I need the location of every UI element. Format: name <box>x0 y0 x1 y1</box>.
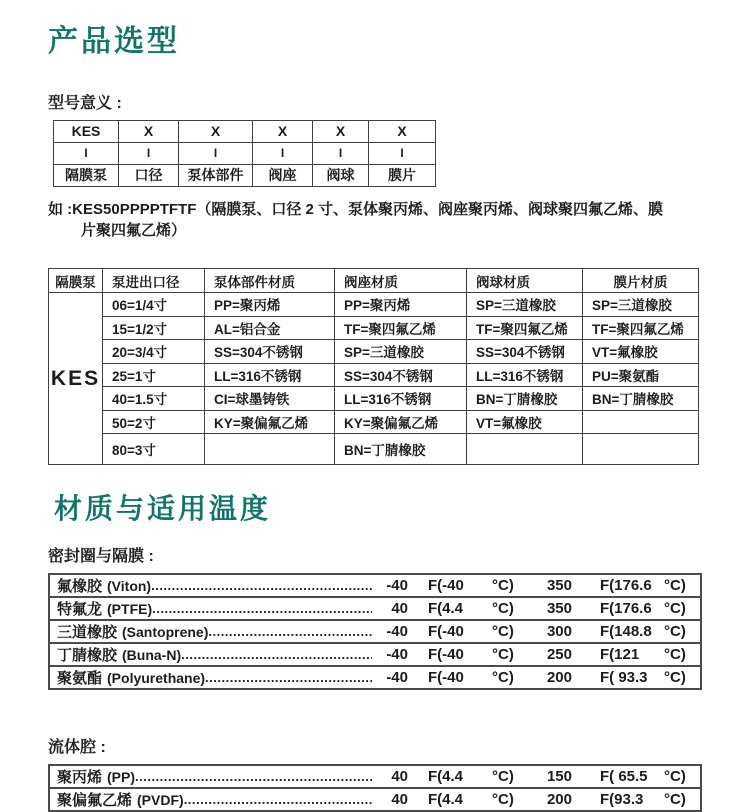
min-temp-unit: °C) <box>492 623 514 640</box>
seat-material-cell: TF=聚四氟乙烯 <box>335 316 467 340</box>
seat-material-cell: KY=聚偏氟乙烯 <box>335 410 467 434</box>
max-temp-f: 250 <box>546 646 572 663</box>
material-name-en: (PTFE) <box>107 600 153 617</box>
min-temp-unit: °C) <box>492 577 514 594</box>
min-temp-f: -40 <box>386 577 408 594</box>
min-temp-c: F(-40 <box>428 577 464 594</box>
size-cell: 20=3/4寸 <box>103 340 205 364</box>
table-row <box>49 387 699 411</box>
body-material-cell: AL=铝合金 <box>205 316 335 340</box>
min-temp-f: -40 <box>386 623 408 640</box>
size-cell: 25=1寸 <box>103 363 205 387</box>
model-example-line1: 如 :KES50PPPPTFTF（隔膜泵、口径 2 寸、泵体聚丙烯、阀座聚丙烯、阀球聚四氟乙烯、膜 <box>48 201 664 218</box>
model-bar-cell: I <box>54 143 119 165</box>
selection-header: 膜片材质 <box>583 269 699 293</box>
model-bar-cell: I <box>179 143 253 165</box>
diaphragm-material-cell: VT=氟橡胶 <box>583 340 699 364</box>
model-code-cell: X <box>253 121 313 143</box>
seat-material-cell: BN=丁腈橡胶 <box>335 434 467 465</box>
size-cell: 15=1/2寸 <box>103 316 205 340</box>
min-temp-f: 40 <box>391 791 408 808</box>
max-temp-f: 200 <box>546 791 572 808</box>
max-temp-f: 150 <box>546 768 572 785</box>
material-name-cn: 聚偏氟乙烯 <box>57 792 133 809</box>
max-temp-c: F(93.3 <box>600 791 644 808</box>
table-row <box>49 363 699 387</box>
selection-header: 泵进出口径 <box>103 269 205 293</box>
dot-leader <box>181 647 372 662</box>
selection-header: 泵体部件材质 <box>205 269 335 293</box>
ball-material-cell <box>467 434 583 465</box>
ball-material-cell: LL=316不锈钢 <box>467 363 583 387</box>
max-temp-unit: °C) <box>664 577 686 594</box>
max-temp-f: 350 <box>546 600 572 617</box>
model-name-row <box>54 165 436 187</box>
max-temp-f: 200 <box>546 669 572 686</box>
max-temp-c: F(148.8 <box>600 623 652 640</box>
seat-material-cell: SS=304不锈钢 <box>335 363 467 387</box>
material-name-cn: 三道橡胶 <box>57 624 118 641</box>
model-bar-cell: I <box>369 143 436 165</box>
body-material-cell: LL=316不锈钢 <box>205 363 335 387</box>
min-temp-unit: °C) <box>492 646 514 663</box>
min-temp-c: F(-40 <box>428 623 464 640</box>
max-temp-unit: °C) <box>664 600 686 617</box>
ball-material-cell: BN=丁腈橡胶 <box>467 387 583 411</box>
section-title-materials-temperature: 材质与适用温度 <box>54 493 272 524</box>
model-code-cell: X <box>179 121 253 143</box>
diaphragm-material-cell: TF=聚四氟乙烯 <box>583 316 699 340</box>
model-bar-cell: I <box>119 143 179 165</box>
model-code-cell: X <box>119 121 179 143</box>
diaphragm-material-cell: PU=聚氨酯 <box>583 363 699 387</box>
list-item <box>48 787 702 812</box>
table-row <box>49 316 699 340</box>
size-cell: 40=1.5寸 <box>103 387 205 411</box>
page-title: 产品选型 <box>48 25 180 58</box>
min-temp-unit: °C) <box>492 768 514 785</box>
series-code-cell: KES <box>49 293 103 465</box>
model-bar-cell: I <box>313 143 369 165</box>
seal-temperature-table <box>48 573 702 690</box>
max-temp-f: 300 <box>546 623 572 640</box>
material-name-cn: 丁腈橡胶 <box>57 647 118 664</box>
fluid-temperature-table <box>48 764 702 812</box>
material-name-cn: 特氟龙 <box>57 601 103 618</box>
body-material-cell: CI=球墨铸铁 <box>205 387 335 411</box>
max-temp-unit: °C) <box>664 669 686 686</box>
dot-leader <box>208 624 372 639</box>
seal-diaphragm-label: 密封圈与隔膜 : <box>48 548 154 565</box>
material-name-en: (Buna-N) <box>122 646 182 663</box>
model-code-cell: X <box>369 121 436 143</box>
body-material-cell: KY=聚偏氟乙烯 <box>205 410 335 434</box>
list-item <box>48 573 702 598</box>
table-row <box>49 434 699 465</box>
size-cell: 06=1/4寸 <box>103 293 205 317</box>
model-code-row <box>54 121 436 143</box>
size-cell: 80=3寸 <box>103 434 205 465</box>
material-name-cn: 氟橡胶 <box>57 578 103 595</box>
min-temp-f: -40 <box>386 646 408 663</box>
min-temp-c: F(4.4 <box>428 768 464 785</box>
material-name-cn: 聚氨酯 <box>57 670 103 687</box>
max-temp-c: F( 65.5 <box>600 768 648 785</box>
material-name-en: (Viton) <box>107 577 152 594</box>
dot-leader <box>152 601 372 616</box>
body-material-cell: PP=聚丙烯 <box>205 293 335 317</box>
min-temp-c: F(-40 <box>428 646 464 663</box>
diaphragm-material-cell: SP=三道橡胶 <box>583 293 699 317</box>
list-item <box>48 665 702 690</box>
dot-leader <box>205 670 372 685</box>
model-name-cell: 膜片 <box>369 165 436 187</box>
table-row <box>49 410 699 434</box>
material-name-en: (Santoprene) <box>122 623 209 640</box>
ball-material-cell: SS=304不锈钢 <box>467 340 583 364</box>
table-row <box>49 293 699 317</box>
list-item <box>48 619 702 644</box>
material-name-cn: 聚丙烯 <box>57 769 103 786</box>
min-temp-c: F(4.4 <box>428 791 464 808</box>
diaphragm-material-cell <box>583 434 699 465</box>
max-temp-c: F(121 <box>600 646 640 663</box>
min-temp-unit: °C) <box>492 600 514 617</box>
selection-table <box>48 268 699 465</box>
dot-leader <box>184 792 372 807</box>
ball-material-cell: VT=氟橡胶 <box>467 410 583 434</box>
model-code-cell: X <box>313 121 369 143</box>
max-temp-unit: °C) <box>664 791 686 808</box>
list-item <box>48 596 702 621</box>
model-name-cell: 口径 <box>119 165 179 187</box>
model-example-line2: 片聚四氟乙烯） <box>81 222 187 239</box>
selection-header: 隔膜泵 <box>49 269 103 293</box>
table-row <box>49 340 699 364</box>
selection-header-row <box>49 269 699 293</box>
ball-material-cell: SP=三道橡胶 <box>467 293 583 317</box>
max-temp-f: 350 <box>546 577 572 594</box>
model-meaning-label: 型号意义 : <box>48 95 122 112</box>
max-temp-c: F(176.6 <box>600 577 652 594</box>
max-temp-c: F( 93.3 <box>600 669 648 686</box>
ball-material-cell: TF=聚四氟乙烯 <box>467 316 583 340</box>
seat-material-cell: LL=316不锈钢 <box>335 387 467 411</box>
seat-material-cell: PP=聚丙烯 <box>335 293 467 317</box>
min-temp-f: -40 <box>386 669 408 686</box>
body-material-cell: SS=304不锈钢 <box>205 340 335 364</box>
list-item <box>48 764 702 789</box>
seat-material-cell: SP=三道橡胶 <box>335 340 467 364</box>
model-bar-row <box>54 143 436 165</box>
diaphragm-material-cell: BN=丁腈橡胶 <box>583 387 699 411</box>
size-cell: 50=2寸 <box>103 410 205 434</box>
max-temp-unit: °C) <box>664 768 686 785</box>
model-meaning-table <box>53 120 436 187</box>
model-name-cell: 泵体部件 <box>179 165 253 187</box>
list-item <box>48 642 702 667</box>
model-name-cell: 阀球 <box>313 165 369 187</box>
model-bar-cell: I <box>253 143 313 165</box>
selection-header: 阀球材质 <box>467 269 583 293</box>
model-name-cell: 隔膜泵 <box>54 165 119 187</box>
max-temp-unit: °C) <box>664 623 686 640</box>
model-example <box>48 199 702 241</box>
material-name-en: (PP) <box>107 768 136 785</box>
material-name-en: (PVDF) <box>137 791 184 808</box>
fluid-chamber-label: 流体腔 : <box>48 739 106 756</box>
model-name-cell: 阀座 <box>253 165 313 187</box>
dot-leader <box>135 769 372 784</box>
material-name-en: (Polyurethane) <box>107 669 206 686</box>
dot-leader <box>151 578 372 593</box>
min-temp-c: F(4.4 <box>428 600 464 617</box>
body-material-cell <box>205 434 335 465</box>
min-temp-c: F(-40 <box>428 669 464 686</box>
min-temp-unit: °C) <box>492 669 514 686</box>
diaphragm-material-cell <box>583 410 699 434</box>
selection-header: 阀座材质 <box>335 269 467 293</box>
min-temp-f: 40 <box>391 768 408 785</box>
max-temp-unit: °C) <box>664 646 686 663</box>
min-temp-unit: °C) <box>492 791 514 808</box>
max-temp-c: F(176.6 <box>600 600 652 617</box>
model-code-cell: KES <box>54 121 119 143</box>
min-temp-f: 40 <box>391 600 408 617</box>
